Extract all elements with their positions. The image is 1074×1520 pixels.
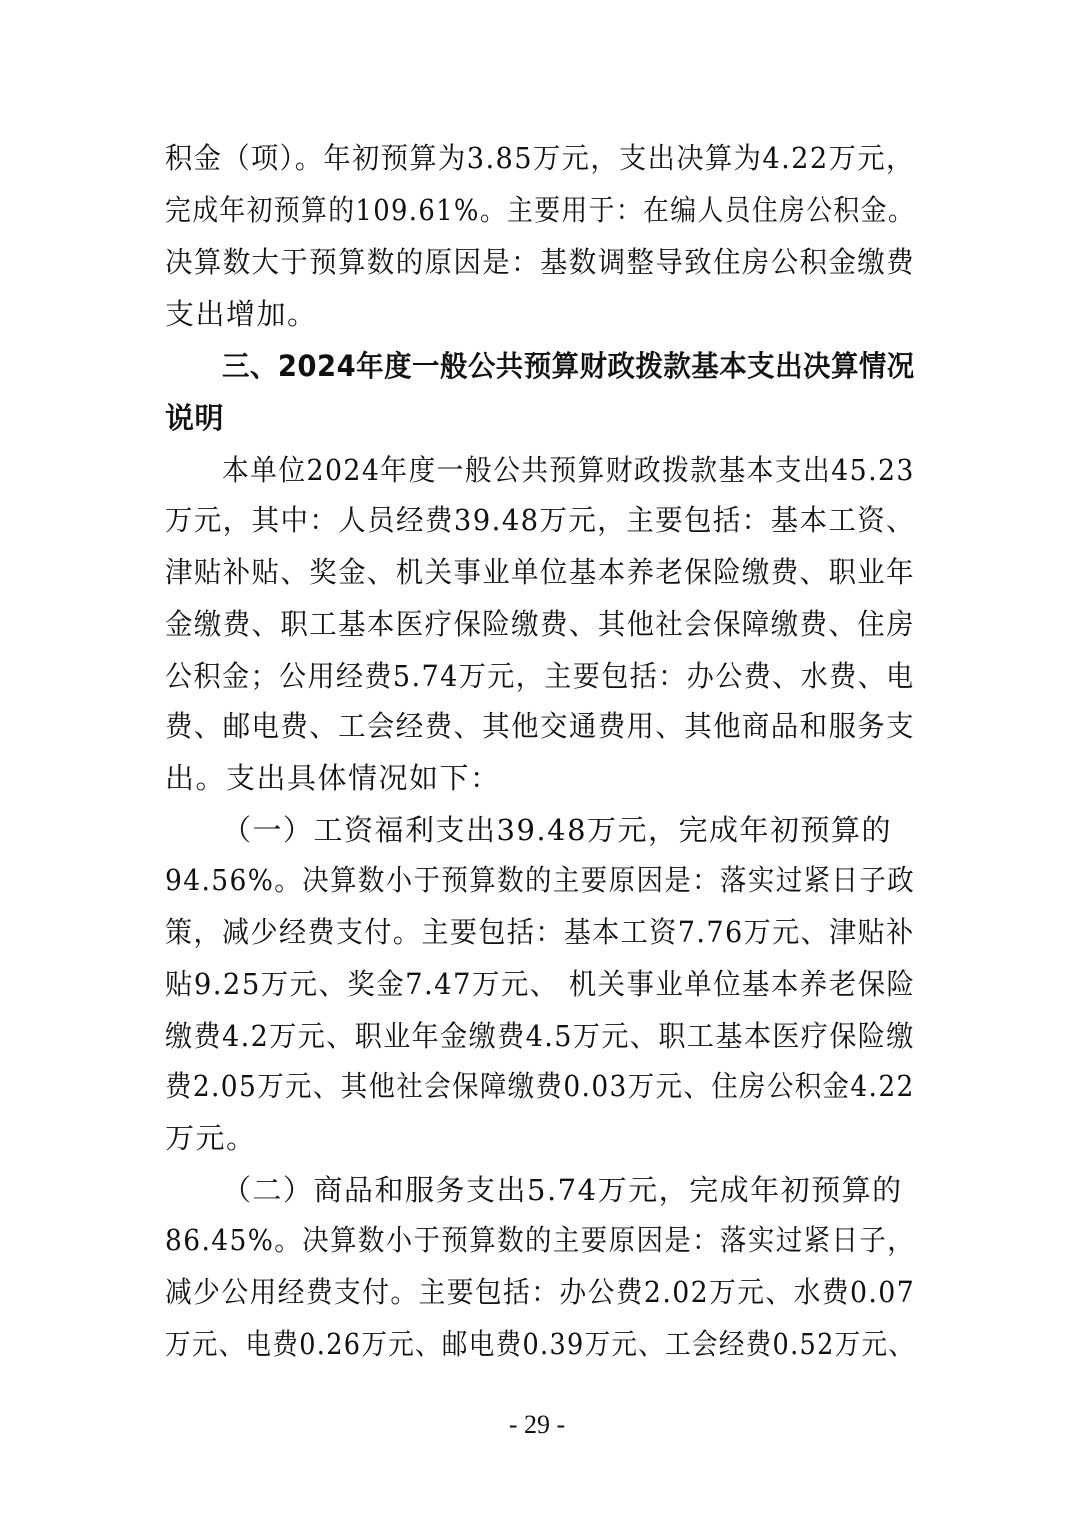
body-text-line: 费、邮电费、工会经费、其他交通费用、其他商品和服务支 bbox=[165, 709, 916, 743]
body-text-line: 出。支出具体情况如下： bbox=[165, 761, 501, 795]
body-text-line: 贴9.25万元、奖金7.47万元、 机关事业单位基本养老保险 bbox=[165, 967, 916, 1001]
body-text-line: 86.45%。决算数小于预算数的主要原因是：落实过紧日子， bbox=[165, 1223, 916, 1257]
body-text-line: 支出增加。 bbox=[165, 297, 318, 331]
body-text-line: 公积金；公用经费5.74万元，主要包括：办公费、水费、电 bbox=[165, 659, 915, 693]
body-text-line: 万元。 bbox=[165, 1121, 257, 1155]
body-text-line: 决算数大于预算数的原因是：基数调整导致住房公积金缴费 bbox=[165, 245, 916, 279]
body-text-line: 万元、电费0.26万元、邮电费0.39万元、工会经费0.52万元、 bbox=[165, 1327, 916, 1361]
subsection-line: （二）商品和服务支出5.74万元，完成年初预算的 bbox=[222, 1173, 903, 1207]
body-text-line: 本单位2024年度一般公共预算财政拨款基本支出45.23 bbox=[222, 453, 915, 487]
body-text-line: 缴费4.2万元、职业年金缴费4.5万元、职工基本医疗保险缴 bbox=[165, 1019, 915, 1053]
body-text-line: 金缴费、职工基本医疗保险缴费、其他社会保障缴费、住房 bbox=[165, 607, 916, 641]
section-heading: 三、2024年度一般公共预算财政拨款基本支出决算情况 bbox=[222, 349, 915, 383]
section-heading-continued: 说明 bbox=[165, 401, 225, 435]
subsection-line: （一）工资福利支出39.48万元，完成年初预算的 bbox=[222, 813, 893, 847]
page-number: - 29 - bbox=[508, 1410, 566, 1439]
body-text-line: 完成年初预算的109.61%。主要用于：在编人员住房公积金。 bbox=[165, 193, 916, 227]
body-text-line: 万元，其中：人员经费39.48万元，主要包括：基本工资、 bbox=[165, 503, 916, 537]
body-text-line: 减少公用经费支付。主要包括：办公费2.02万元、水费0.07 bbox=[165, 1275, 916, 1309]
body-text-line: 积金（项）。年初预算为3.85万元，支出决算为4.22万元， bbox=[165, 141, 915, 175]
body-text-line: 策，减少经费支付。主要包括：基本工资7.76万元、津贴补 bbox=[165, 915, 915, 949]
body-text-line: 94.56%。决算数小于预算数的主要原因是：落实过紧日子政 bbox=[165, 863, 916, 897]
body-text-line: 津贴补贴、奖金、机关事业单位基本养老保险缴费、职业年 bbox=[165, 555, 916, 589]
body-text-line: 费2.05万元、其他社会保障缴费0.03万元、住房公积金4.22 bbox=[165, 1069, 915, 1103]
